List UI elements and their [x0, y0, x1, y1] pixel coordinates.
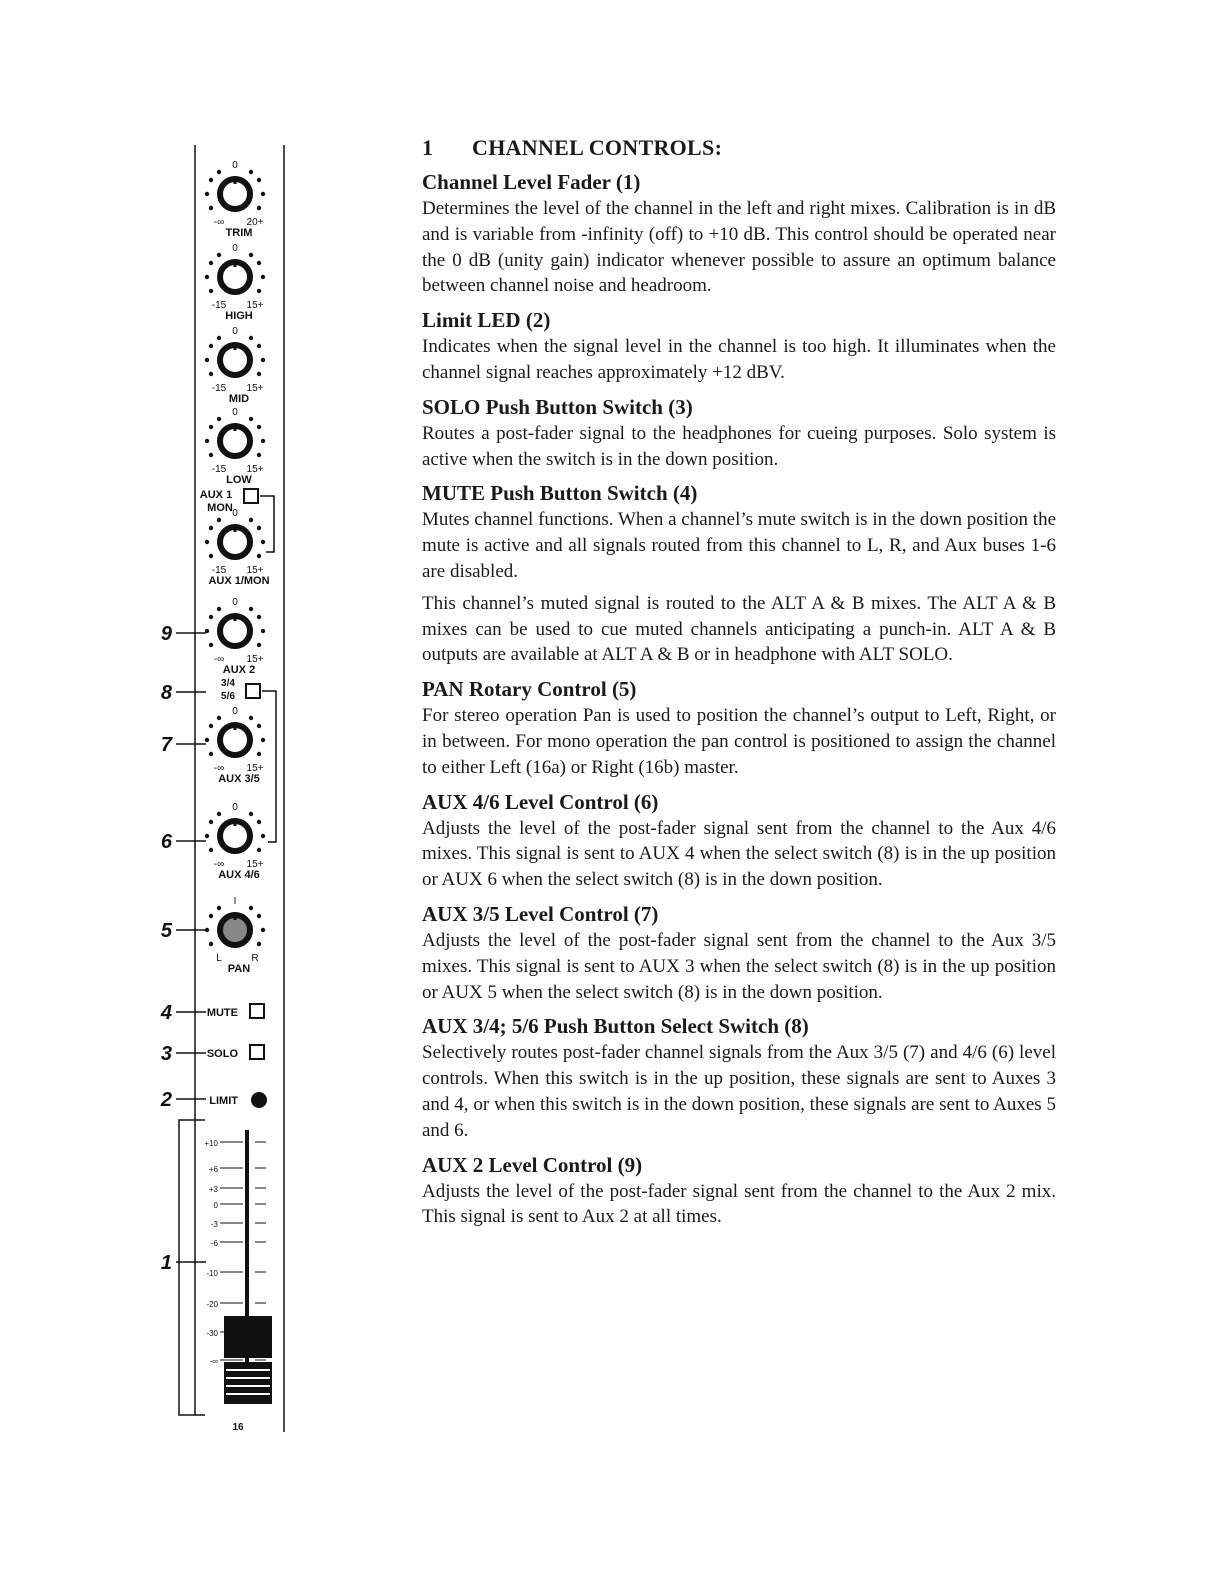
knob-name-label: PAN — [227, 963, 251, 975]
knob-min-label: -15 — [211, 464, 227, 475]
fader-scale-label: +6 — [208, 1165, 218, 1174]
knob-scale-dot — [205, 738, 209, 742]
knob-scale-dot — [209, 372, 213, 376]
knob-scale-dot — [209, 643, 213, 647]
knob-scale-dot — [209, 206, 213, 210]
knob-scale-dot — [209, 848, 213, 852]
knob-scale-dot — [217, 518, 221, 522]
knob-max-label: 15+ — [246, 859, 264, 870]
callout-number: 4 — [160, 1002, 172, 1024]
entry — [422, 789, 1056, 893]
callout-number: 1 — [160, 1252, 172, 1274]
knob-min-label: L — [216, 953, 222, 964]
knob-scale-dot — [205, 834, 209, 838]
mute-label: MUTE — [206, 1007, 238, 1019]
knob-max-label: 15+ — [246, 300, 264, 311]
mute-button — [250, 1004, 264, 1018]
entry-paragraph: Indicates when the signal level in the channel is too high. It illuminates when the channel signal reaches approximately +12 dBV. — [422, 336, 1056, 383]
callout-number: 3 — [160, 1043, 172, 1065]
aux1-mon-switch — [244, 489, 258, 503]
knob-scale-dot — [257, 643, 261, 647]
entry-heading: SOLO Push Button Switch (3) — [422, 394, 693, 419]
fader-track — [245, 1130, 249, 1400]
callout-number: 6 — [160, 831, 172, 853]
entry — [422, 1152, 1056, 1231]
channel-strip-svg — [150, 140, 295, 1440]
knob-min-label: -∞ — [213, 763, 225, 774]
knob-scale-dot — [249, 417, 253, 421]
knob-scale-dot — [249, 812, 253, 816]
knob-top-mark-7: 0 — [232, 802, 238, 813]
knob-scale-dot — [257, 724, 261, 728]
entry — [422, 169, 1056, 299]
entry-heading: AUX 3/5 Level Control (7) — [422, 901, 659, 926]
knob-scale-dot — [257, 372, 261, 376]
callout-number: 7 — [160, 734, 172, 756]
knob-scale-dot — [261, 540, 265, 544]
knob-scale-dot — [257, 206, 261, 210]
knob-scale-dot — [249, 336, 253, 340]
entry-paragraph: Adjusts the level of the post-fader signal sent from the channel to the Aux 4/6 mixes. This signal is sent to AUX 4 when the select switch (8) is in the up position or AUX 6 when the select switch (8) is in the down position. — [422, 817, 1056, 891]
entry — [422, 394, 1056, 473]
select-switch-label-2: 5/6 — [221, 691, 235, 702]
knob-max-label: 15+ — [246, 654, 264, 665]
entry-heading: MUTE Push Button Switch (4) — [422, 481, 698, 506]
knob-scale-dot — [217, 716, 221, 720]
knob-scale-dot — [261, 928, 265, 932]
knob-max-label: 15+ — [246, 464, 264, 475]
entry-heading: AUX 2 Level Control (9) — [422, 1152, 643, 1177]
knob-scale-dot — [209, 526, 213, 530]
knob-scale-dot — [261, 439, 265, 443]
knob-scale-dot — [217, 253, 221, 257]
entry — [422, 307, 1056, 386]
knob-scale-dot — [249, 607, 253, 611]
knob-scale-dot — [261, 275, 265, 279]
knob-scale-dot — [249, 906, 253, 910]
section-number: 1 — [422, 135, 434, 160]
knob-scale-dot — [257, 178, 261, 182]
fader-scale-label: -3 — [210, 1220, 218, 1229]
fader-scale-label: +3 — [208, 1185, 218, 1194]
knob-max-label: 15+ — [246, 383, 264, 394]
knob-scale-dot — [217, 906, 221, 910]
entry — [422, 676, 1056, 780]
knob-scale-dot — [257, 615, 261, 619]
knob-scale-dot — [209, 914, 213, 918]
knob-scale-dot — [249, 170, 253, 174]
entry-paragraph: Routes a post-fader signal to the headphones for cueing purposes. Solo system is active when the switch is in the down position. — [422, 422, 1056, 470]
knob-name-label: AUX 1/MON — [208, 575, 270, 587]
knob-min-label: -∞ — [213, 217, 225, 228]
select-switch-bracket — [262, 691, 276, 842]
knob-scale-dot — [261, 629, 265, 633]
knob-name-label: AUX 2 — [222, 664, 256, 676]
knob-scale-dot — [257, 453, 261, 457]
entry-heading: Channel Level Fader (1) — [422, 170, 641, 194]
section-title-text: CHANNEL CONTROLS: — [472, 135, 723, 160]
knob-scale-dot — [209, 453, 213, 457]
knob-scale-dot — [209, 615, 213, 619]
entry-heading: AUX 4/6 Level Control (6) — [422, 789, 659, 814]
knob-min-label: -15 — [211, 300, 227, 311]
entries-list — [422, 169, 1056, 1230]
knob-scale-dot — [261, 834, 265, 838]
knob-top-mark-4: 0 — [232, 508, 238, 519]
entry-heading: PAN Rotary Control (5) — [422, 677, 637, 702]
knob-scale-dot — [261, 738, 265, 742]
knob-name-label: AUX 3/5 — [218, 773, 260, 785]
knob-scale-dot — [209, 942, 213, 946]
knob-scale-dot — [257, 752, 261, 756]
knob-scale-dot — [205, 275, 209, 279]
knob-max-label: R — [251, 953, 259, 964]
knob-min-label: -15 — [211, 383, 227, 394]
knob-top-mark-5: 0 — [232, 597, 238, 608]
aux-select-switch — [246, 684, 260, 698]
knob-scale-dot — [257, 261, 261, 265]
knob-top-mark-0: 0 — [232, 160, 238, 171]
knob-scale-dot — [217, 607, 221, 611]
entry-paragraph: For stereo operation Pan is used to position the channel’s output to Left, Right, or in between. For mono operation the pan control is positioned to assign the channel to either Left (16a) or Right (16b) master. — [422, 705, 1056, 778]
fader-cap-bottom — [224, 1362, 272, 1404]
knob-scale-dot — [209, 261, 213, 265]
knob-scale-dot — [257, 554, 261, 558]
knob-top-mark-8: I — [233, 896, 237, 907]
aux1-switch-label-2: MON — [207, 502, 233, 514]
fader-scale-label: -20 — [206, 1300, 218, 1309]
fader-scale-label: -6 — [210, 1239, 218, 1248]
knob-scale-dot — [257, 289, 261, 293]
knob-max-label: 15+ — [246, 565, 264, 576]
select-switch-label-1: 3/4 — [221, 678, 235, 689]
fader-scale-label: -∞ — [209, 1357, 218, 1366]
callout-number: 8 — [160, 682, 172, 704]
knob-max-label: 15+ — [246, 763, 264, 774]
knob-top-mark-1: 0 — [232, 243, 238, 254]
knob-scale-dot — [257, 425, 261, 429]
knob-max-label: 20+ — [246, 217, 264, 228]
entry-paragraph: This channel’s muted signal is routed to the ALT A & B mixes. The ALT A & B mixes can be used to cue muted channels anticipating a punch-in. ALT A & B outputs are available at ALT A & B or in headphone with ALT SOLO. — [422, 592, 1056, 666]
page-content — [422, 135, 1056, 1236]
knob-scale-dot — [249, 716, 253, 720]
knob-scale-dot — [205, 540, 209, 544]
fader-scale-label: -10 — [206, 1269, 218, 1278]
fader-scale-label: 0 — [213, 1201, 218, 1210]
knob-scale-dot — [209, 724, 213, 728]
knob-scale-dot — [261, 358, 265, 362]
knob-min-label: -∞ — [213, 859, 225, 870]
knob-scale-dot — [217, 417, 221, 421]
knob-scale-dot — [209, 178, 213, 182]
solo-button — [250, 1045, 264, 1059]
limit-label: LIMIT — [209, 1095, 238, 1107]
knob-top-mark-6: 0 — [232, 706, 238, 717]
limit-led — [251, 1092, 267, 1108]
callout-number: 9 — [160, 623, 172, 645]
knob-scale-dot — [217, 336, 221, 340]
knob-scale-dot — [217, 812, 221, 816]
fader-scale-label: +10 — [204, 1139, 218, 1148]
entry-paragraph: Selectively routes post-fader channel signals from the Aux 3/5 (7) and 4/6 (6) level controls. When this switch is in the up position, these signals are sent to Auxes 3 and 4, or when this switch is in the down position, these signals are sent to Auxes 5 and 6. — [422, 1042, 1056, 1141]
entry-paragraph: Adjusts the level of the post-fader signal sent from the channel to the Aux 2 mix. This signal is sent to Aux 2 at all times. — [422, 1180, 1056, 1228]
entry-heading: Limit LED (2) — [422, 308, 551, 333]
knob-scale-dot — [257, 820, 261, 824]
fader-bracket — [179, 1120, 205, 1415]
knob-scale-dot — [209, 289, 213, 293]
knob-min-label: -∞ — [213, 654, 225, 665]
knob-scale-dot — [205, 192, 209, 196]
knob-min-label: -15 — [211, 565, 227, 576]
knob-scale-dot — [257, 942, 261, 946]
knob-scale-dot — [257, 526, 261, 530]
callout-number: 5 — [160, 920, 172, 942]
knob-scale-dot — [209, 752, 213, 756]
knob-name-label: LOW — [226, 474, 252, 486]
entry-paragraph: Mutes channel functions. When a channel’s mute switch is in the down position the mute is active and all signals routed from this channel to L, R, and Aux buses 1-6 are disabled. — [422, 509, 1056, 582]
entry-paragraph: Adjusts the level of the post-fader signal sent from the channel to the Aux 3/5 mixes. This signal is sent to AUX 3 when the select switch (8) is in the up position or AUX 5 when the select switch (8) is in the down position. — [422, 929, 1056, 1003]
knob-name-label: AUX 4/6 — [218, 869, 260, 881]
knob-scale-dot — [257, 848, 261, 852]
entry-heading: AUX 3/4; 5/6 Push Button Select Switch (8) — [422, 1014, 809, 1039]
knob-scale-dot — [257, 344, 261, 348]
section-title — [422, 135, 1056, 161]
knob-scale-dot — [209, 554, 213, 558]
knob-scale-dot — [209, 344, 213, 348]
entry — [422, 1013, 1056, 1143]
knob-scale-dot — [209, 820, 213, 824]
fader-scale-label: -30 — [206, 1329, 218, 1338]
aux1-switch-label-1: AUX 1 — [199, 489, 233, 501]
knob-scale-dot — [217, 170, 221, 174]
knob-top-mark-3: 0 — [232, 407, 238, 418]
knob-scale-dot — [249, 253, 253, 257]
entry-paragraph: Determines the level of the channel in the left and right mixes. Calibration is in dB and is variable from -infinity (off) to +10 dB. This control should be operated near the 0 dB (unity gain) indicator whenever possible to assure an optimum balance between channel noise and headroom. — [422, 198, 1056, 297]
callout-number: 2 — [160, 1089, 172, 1111]
solo-label: SOLO — [206, 1048, 238, 1060]
entry — [422, 480, 1056, 668]
knob-name-label: HIGH — [225, 310, 253, 322]
knob-scale-dot — [249, 518, 253, 522]
knob-scale-dot — [205, 439, 209, 443]
knob-scale-dot — [257, 914, 261, 918]
knob-name-label: MID — [228, 393, 250, 405]
fader-cap-top — [224, 1316, 272, 1358]
knob-scale-dot — [209, 425, 213, 429]
knob-scale-dot — [261, 192, 265, 196]
knob-scale-dot — [205, 358, 209, 362]
entry — [422, 901, 1056, 1005]
knob-top-mark-2: 0 — [232, 326, 238, 337]
channel-number: 16 — [232, 1422, 244, 1433]
channel-strip-diagram — [150, 140, 295, 1440]
knob-name-label: TRIM — [225, 227, 253, 239]
